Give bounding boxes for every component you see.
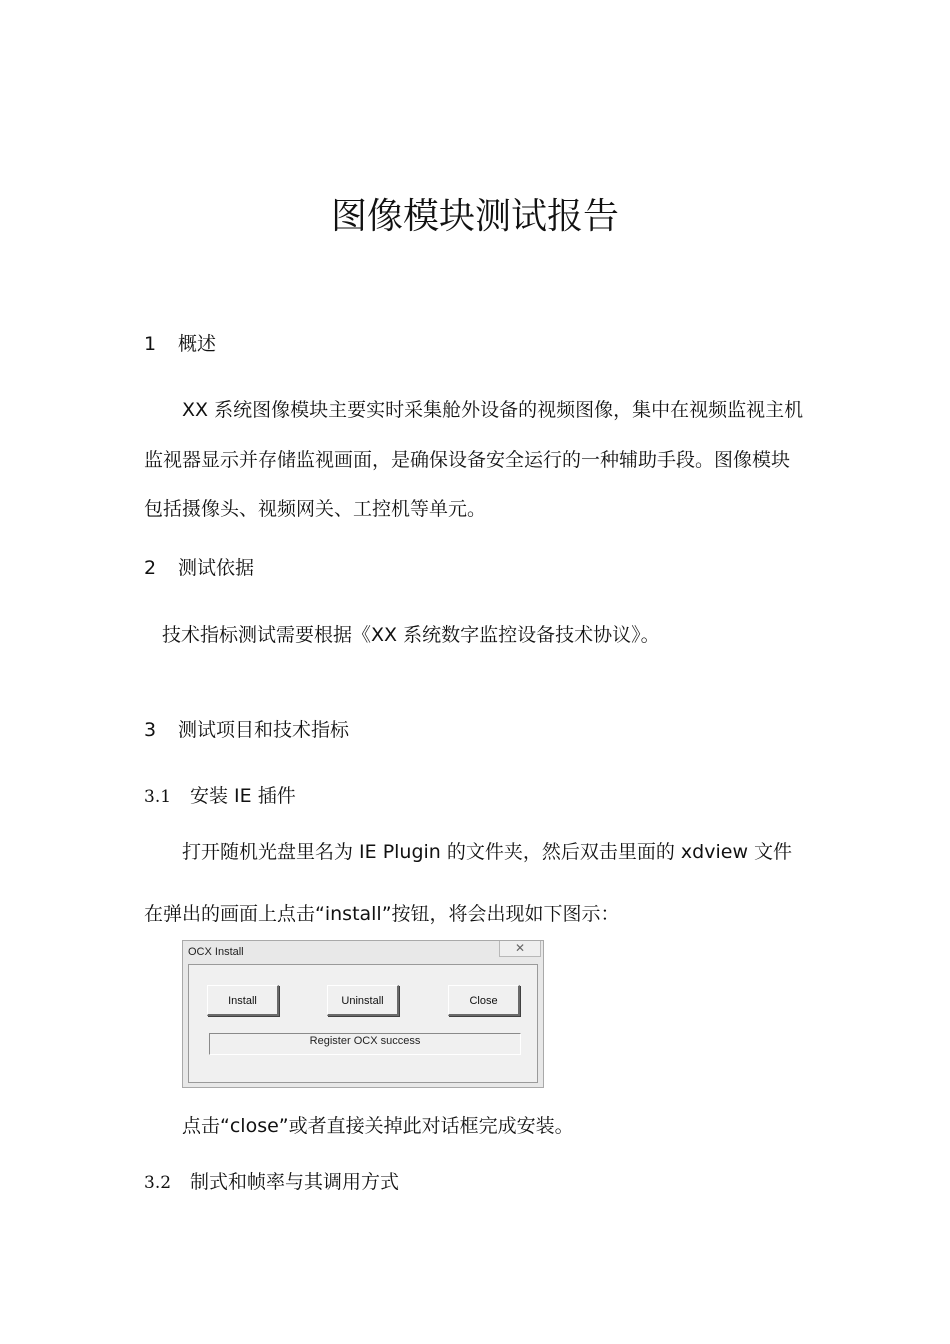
ocx-install-dialog	[182, 940, 544, 1088]
paragraph-line: 打开随机光盘里名为 IE Plugin 的文件夹，然后双击里面的 xdview 文件	[182, 841, 793, 863]
section-title: 测试依据	[178, 557, 255, 579]
section-number: 1	[144, 333, 157, 355]
status-field: Register OCX success	[209, 1033, 521, 1055]
section-title: 概述	[178, 333, 217, 355]
close-x-icon[interactable]: ✕	[499, 941, 541, 957]
paragraph-line: XX 系统图像模块主要实时采集舱外设备的视频图像，集中在视频监视主机	[182, 399, 804, 421]
subsection-title: 制式和帧率与其调用方式	[190, 1171, 400, 1193]
paragraph-line: 点击“close”或者直接关掉此对话框完成安装。	[182, 1115, 574, 1137]
section-heading-1	[144, 329, 216, 356]
subsection-number: 3.2	[144, 1173, 172, 1193]
uninstall-button[interactable]: Uninstall	[327, 985, 399, 1016]
subsection-number: 3.1	[144, 787, 172, 807]
close-button[interactable]: Close	[448, 985, 520, 1016]
section-heading-2	[144, 553, 254, 580]
section-title: 测试项目和技术指标	[178, 719, 350, 741]
document-title: 图像模块测试报告	[330, 196, 619, 237]
paragraph-line: 包括摄像头、视频网关、工控机等单元。	[144, 498, 487, 520]
subsection-heading-3-2	[144, 1167, 399, 1194]
dialog-title: OCX Install	[188, 946, 244, 958]
subsection-heading-3-1	[144, 781, 296, 808]
section-number: 2	[144, 557, 157, 579]
subsection-title: 安装 IE 插件	[190, 785, 296, 807]
paragraph-line: 在弹出的画面上点击“install”按钮，将会出现如下图示：	[144, 903, 620, 925]
paragraph-line: 监视器显示并存储监视画面，是确保设备安全运行的一种辅助手段。图像模块	[144, 449, 791, 471]
paragraph-line: 技术指标测试需要根据《XX 系统数字监控设备技术协议》。	[162, 624, 660, 646]
section-heading-3	[144, 715, 349, 742]
section-number: 3	[144, 719, 157, 741]
install-button[interactable]: Install	[207, 985, 279, 1016]
dialog-client-area	[188, 964, 538, 1083]
